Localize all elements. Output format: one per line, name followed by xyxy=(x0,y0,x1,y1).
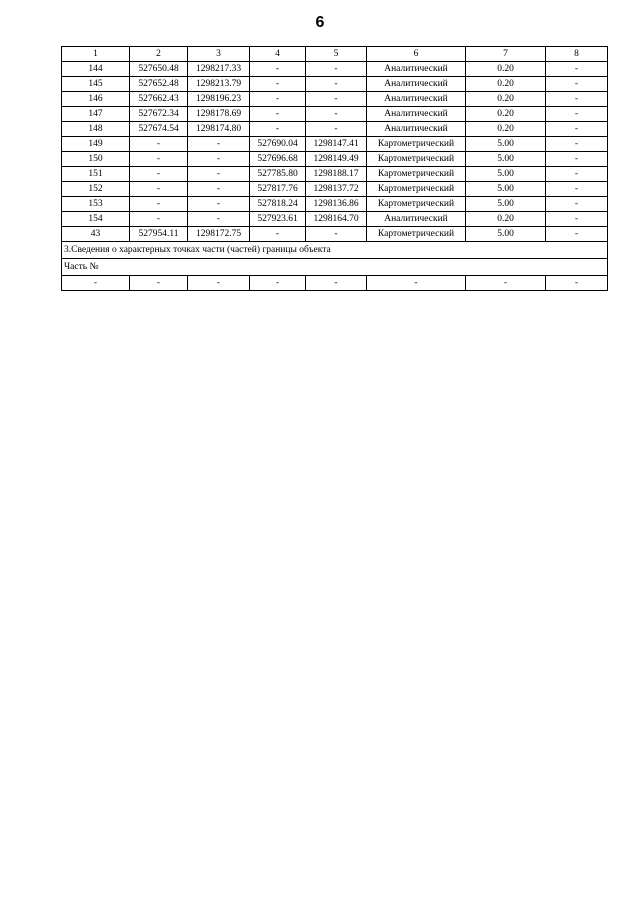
table-cell: 149 xyxy=(62,137,130,152)
table-cell: Картометрический xyxy=(367,137,466,152)
table-cell: - xyxy=(250,276,306,291)
table-cell: 1298137.72 xyxy=(306,182,367,197)
table-cell: 1298147.41 xyxy=(306,137,367,152)
table-cell: - xyxy=(250,122,306,137)
table-cell: - xyxy=(250,77,306,92)
header-cell: 4 xyxy=(250,47,306,62)
table-cell: - xyxy=(546,107,608,122)
table-cell: 0.20 xyxy=(466,77,546,92)
table-cell: 153 xyxy=(62,197,130,212)
table-cell: - xyxy=(62,276,130,291)
table-cell: - xyxy=(306,62,367,77)
header-cell: 6 xyxy=(367,47,466,62)
table-cell: 146 xyxy=(62,92,130,107)
table-cell: Картометрический xyxy=(367,197,466,212)
table-row xyxy=(62,122,608,137)
table-cell: - xyxy=(546,167,608,182)
table-row xyxy=(62,212,608,227)
table-cell: 1298172.75 xyxy=(188,227,250,242)
table-cell: Картометрический xyxy=(367,167,466,182)
table-cell: 148 xyxy=(62,122,130,137)
table-row xyxy=(62,77,608,92)
table-cell: - xyxy=(188,276,250,291)
table-row xyxy=(62,182,608,197)
page-number: 6 xyxy=(315,14,325,31)
table-cell: 527818.24 xyxy=(250,197,306,212)
table-cell: 144 xyxy=(62,62,130,77)
table-cell: 1298164.70 xyxy=(306,212,367,227)
table-cell: 1298213.79 xyxy=(188,77,250,92)
table-cell: - xyxy=(130,212,188,227)
table-cell: - xyxy=(130,276,188,291)
table-cell: - xyxy=(188,197,250,212)
table-cell: - xyxy=(306,107,367,122)
part-label: Часть № xyxy=(62,259,608,276)
table-cell: - xyxy=(130,137,188,152)
table-cell: 1298149.49 xyxy=(306,152,367,167)
table-cell: 5.00 xyxy=(466,197,546,212)
header-cell: 1 xyxy=(62,47,130,62)
table-cell: 5.00 xyxy=(466,167,546,182)
table-row xyxy=(62,197,608,212)
table-cell: - xyxy=(130,182,188,197)
table-cell: 527817.76 xyxy=(250,182,306,197)
table-cell: 0.20 xyxy=(466,92,546,107)
table-cell: 1298174.80 xyxy=(188,122,250,137)
table-cell: 0.20 xyxy=(466,212,546,227)
table-cell: - xyxy=(306,92,367,107)
table-cell: 527785.80 xyxy=(250,167,306,182)
section-title-row xyxy=(62,242,608,259)
table-cell: 43 xyxy=(62,227,130,242)
table-cell: - xyxy=(546,137,608,152)
table-cell: 527696.68 xyxy=(250,152,306,167)
table-cell: - xyxy=(546,122,608,137)
table-cell: 527650.48 xyxy=(130,62,188,77)
table-cell: 0.20 xyxy=(466,107,546,122)
table-cell: - xyxy=(188,182,250,197)
boundary-points-table xyxy=(61,46,608,291)
table-cell: - xyxy=(130,197,188,212)
empty-row xyxy=(62,276,608,291)
table-cell: 527662.43 xyxy=(130,92,188,107)
table-cell: Аналитический xyxy=(367,212,466,227)
table-cell: 147 xyxy=(62,107,130,122)
table-cell: - xyxy=(188,137,250,152)
table-row xyxy=(62,152,608,167)
table-cell: - xyxy=(130,167,188,182)
table-cell: - xyxy=(546,197,608,212)
section-title: 3.Сведения о характерных точках части (частей) границы объекта xyxy=(62,242,608,259)
table-cell: 527652.48 xyxy=(130,77,188,92)
table-cell: - xyxy=(130,152,188,167)
table-cell: Картометрический xyxy=(367,227,466,242)
table-cell: 527954.11 xyxy=(130,227,188,242)
table-cell: - xyxy=(188,167,250,182)
table-cell: 5.00 xyxy=(466,152,546,167)
table-cell: - xyxy=(188,212,250,227)
table-cell: - xyxy=(546,92,608,107)
table-cell: 527923.61 xyxy=(250,212,306,227)
table-cell: 145 xyxy=(62,77,130,92)
table-cell: - xyxy=(546,276,608,291)
table-row xyxy=(62,227,608,242)
table-cell: - xyxy=(546,182,608,197)
table-cell: - xyxy=(546,152,608,167)
table-cell: 0.20 xyxy=(466,62,546,77)
table-cell: - xyxy=(188,152,250,167)
table-cell: - xyxy=(250,227,306,242)
table-cell: Аналитический xyxy=(367,77,466,92)
table-cell: 154 xyxy=(62,212,130,227)
table-cell: Аналитический xyxy=(367,107,466,122)
table-cell: 527674.54 xyxy=(130,122,188,137)
table-body xyxy=(62,47,608,291)
table-row xyxy=(62,137,608,152)
table-cell: Аналитический xyxy=(367,92,466,107)
table-cell: Аналитический xyxy=(367,62,466,77)
table-cell: 1298188.17 xyxy=(306,167,367,182)
table-cell: 1298178.69 xyxy=(188,107,250,122)
table-cell: - xyxy=(546,77,608,92)
table-cell: Аналитический xyxy=(367,122,466,137)
table-cell: 1298217.33 xyxy=(188,62,250,77)
table-cell: 5.00 xyxy=(466,227,546,242)
header-cell: 2 xyxy=(130,47,188,62)
table-row xyxy=(62,167,608,182)
table-cell: 5.00 xyxy=(466,182,546,197)
header-cell: 5 xyxy=(306,47,367,62)
header-cell: 3 xyxy=(188,47,250,62)
table-cell: 150 xyxy=(62,152,130,167)
table-cell: - xyxy=(546,227,608,242)
table-cell: 152 xyxy=(62,182,130,197)
table-cell: 0.20 xyxy=(466,122,546,137)
table-row xyxy=(62,92,608,107)
table-cell: 1298136.86 xyxy=(306,197,367,212)
header-cell: 8 xyxy=(546,47,608,62)
table-row xyxy=(62,107,608,122)
table-cell: - xyxy=(367,276,466,291)
table-cell: - xyxy=(306,227,367,242)
table-cell: 1298196.23 xyxy=(188,92,250,107)
table-cell: 527672.34 xyxy=(130,107,188,122)
table-cell: 527690.04 xyxy=(250,137,306,152)
header-row xyxy=(62,47,608,62)
table-cell: - xyxy=(306,122,367,137)
table-cell: Картометрический xyxy=(367,182,466,197)
table-cell: 151 xyxy=(62,167,130,182)
table-cell: Картометрический xyxy=(367,152,466,167)
table-cell: - xyxy=(250,62,306,77)
table-row xyxy=(62,62,608,77)
part-label-row xyxy=(62,259,608,276)
header-cell: 7 xyxy=(466,47,546,62)
table-cell: - xyxy=(306,276,367,291)
table-cell: - xyxy=(546,62,608,77)
table-cell: - xyxy=(546,212,608,227)
table-cell: - xyxy=(306,77,367,92)
table-cell: - xyxy=(250,92,306,107)
table-cell: 5.00 xyxy=(466,137,546,152)
table-cell: - xyxy=(250,107,306,122)
table-cell: - xyxy=(466,276,546,291)
